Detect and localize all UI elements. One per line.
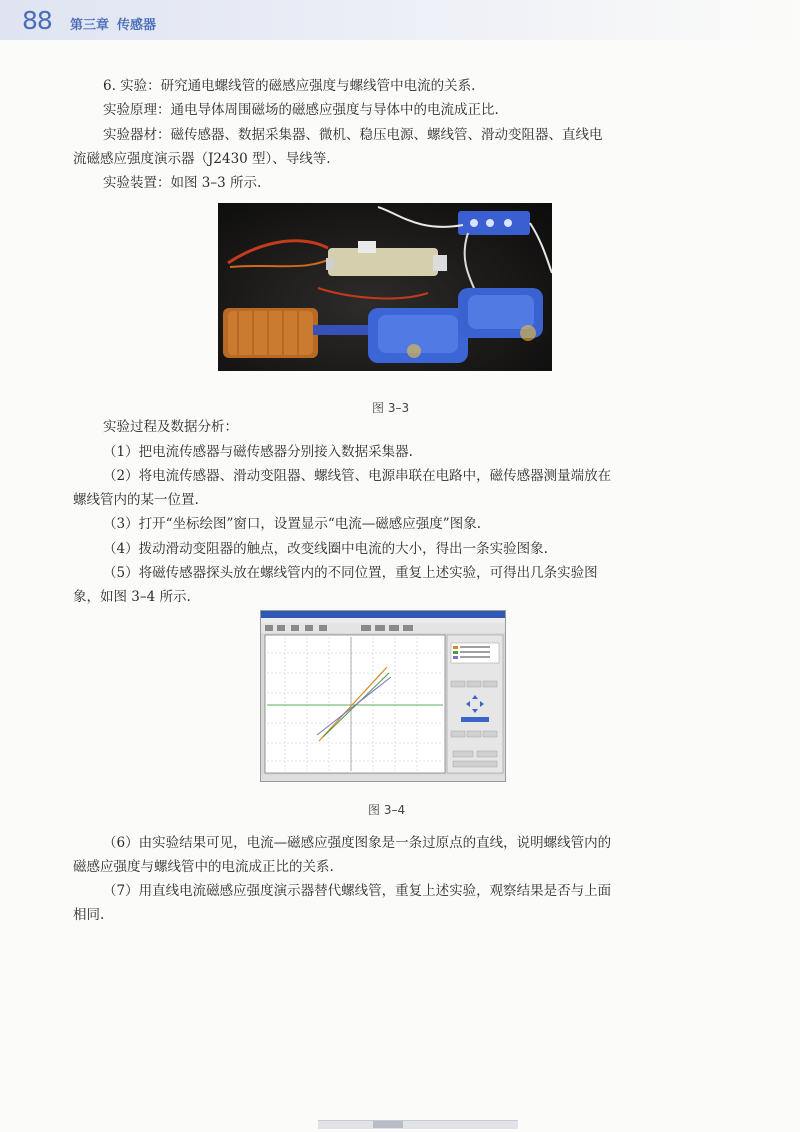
chapter-title: 传感器 (117, 18, 157, 33)
text-line: 实验器材：磁传感器、数据采集器、微机、稳压电源、螺线管、滑动变阻器、直线电 (103, 127, 603, 143)
text-line: （4）拨动滑动变阻器的触点，改变线圈中电流的大小，得出一条实验图象. (103, 541, 548, 557)
text-line: （6）由实验结果可见，电流—磁感应强度图象是一条过原点的直线，说明螺线管内的 (103, 835, 612, 851)
text-line: （1）把电流传感器与磁传感器分别接入数据采集器. (103, 444, 413, 460)
chapter-heading (70, 14, 164, 33)
text-line: （2）将电流传感器、滑动变阻器、螺线管、电源串联在电路中，磁传感器测量端放在 (103, 468, 612, 484)
chapter-label: 第三章 (70, 18, 110, 33)
figure-3-4-caption: 图 3–4 (368, 803, 406, 817)
page-number: 88 (22, 6, 52, 35)
text-line: 象，如图 3–4 所示. (73, 589, 191, 605)
text-line: 相同. (73, 907, 105, 923)
text-line: （7）用直线电流磁感应强度演示器替代螺线管，重复上述实验，观察结果是否与上面 (103, 883, 612, 899)
footer-knob (373, 1121, 403, 1128)
figure-3-3-caption: 图 3–3 (372, 401, 410, 415)
software-window-illustration (261, 611, 505, 781)
text-line: （5）将磁传感器探头放在螺线管内的不同位置，重复上述实验，可得出几条实验图 (103, 565, 598, 581)
text-line: 磁感应强度与螺线管中的电流成正比的关系. (73, 859, 334, 875)
text-line: 6. 实验：研究通电螺线管的磁感应强度与螺线管中电流的关系. (103, 78, 476, 94)
text-line: 实验过程及数据分析： (103, 419, 238, 435)
footer-strip (318, 1120, 518, 1129)
software-screenshot (260, 610, 506, 782)
apparatus-illustration (218, 203, 552, 371)
text-line: 实验原理：通电导体周围磁场的磁感应强度与导体中的电流成正比. (103, 102, 499, 118)
text-line: 实验装置：如图 3–3 所示. (103, 175, 262, 191)
rheostat (328, 248, 438, 276)
text-line: 流磁感应强度演示器（J2430 型）、导线等. (73, 151, 331, 167)
apparatus-photo (218, 203, 552, 371)
text-line: （3）打开“坐标绘图”窗口，设置显示“电流—磁感应强度”图象. (103, 516, 481, 532)
text-line: 螺线管内的某一位置. (73, 492, 199, 508)
